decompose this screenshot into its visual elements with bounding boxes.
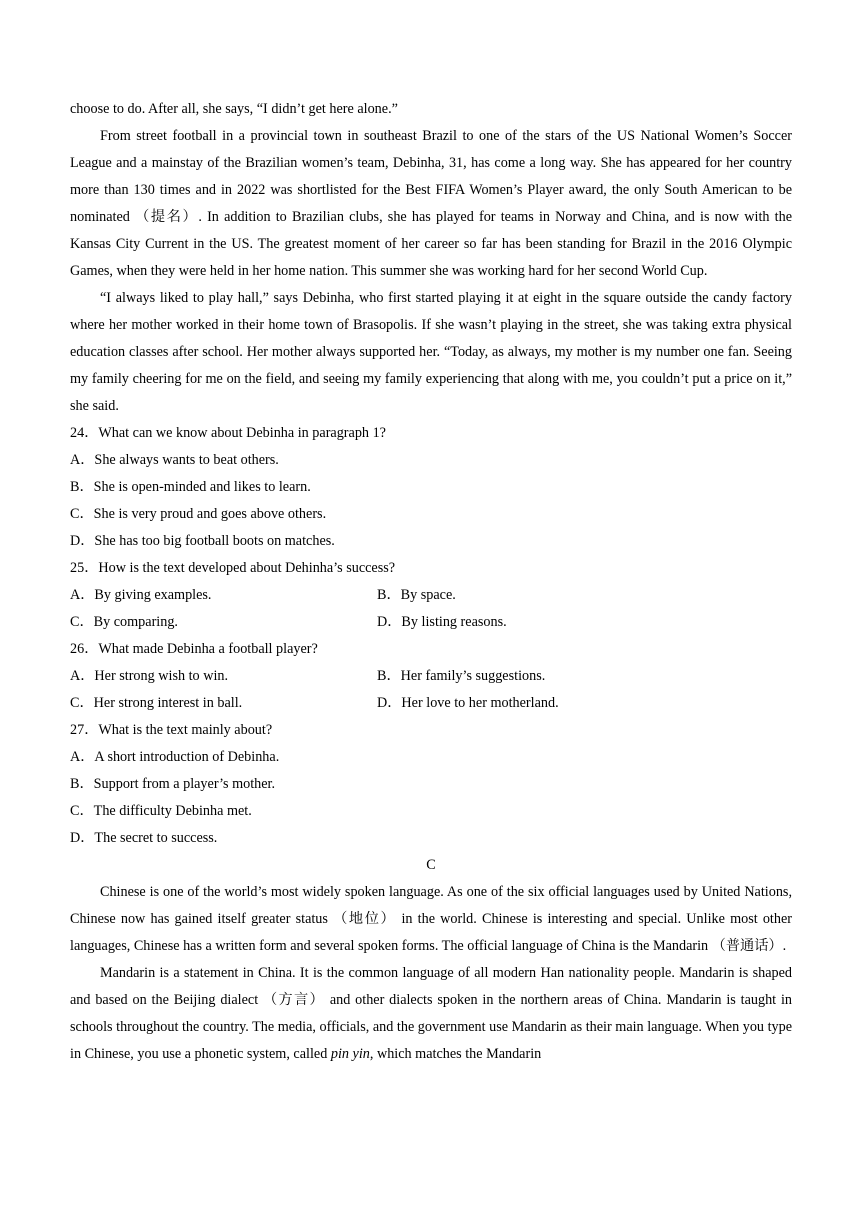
question-27-stem: 27．What is the text mainly about? <box>70 722 273 738</box>
question-24-option-b: B．She is open-minded and likes to learn. <box>70 479 311 495</box>
passage-b-paragraph-2: “I always liked to play hall,” says Debinha, who first started playing it at eight in the square outside the candy factory where her mother worked in their home town of Brasopolis. If she wasn’t playing in the street, she was taking extra physical education classes after school. Her mother always supported her. “Today, as always, my mother is my number one fan. Seeing my family cheering for me on the field, and seeing my family experiencing that along with me, you couldn’t put a price on it,” she said. <box>70 290 792 414</box>
pin-yin-term: pin yin <box>330 1046 370 1062</box>
document-page <box>70 96 792 1068</box>
question-26-option-a: A．Her strong wish to win. <box>70 668 229 684</box>
question-25-option-d: D．By listing reasons. <box>377 614 507 630</box>
question-25-options-row-1 <box>70 582 792 609</box>
question-25-option-c: C．By comparing. <box>70 614 178 630</box>
question-24-option-a: A．She always wants to beat others. <box>70 452 279 468</box>
question-24-option-c: C．She is very proud and goes above others. <box>70 506 327 522</box>
question-24-stem: 24．What can we know about Debinha in paragraph 1? <box>70 425 386 441</box>
paragraph-text-after: , which matches the Mandarin <box>369 1046 542 1062</box>
question-27-option-a: A．A short introduction of Debinha. <box>70 749 280 765</box>
question-26-option-c: C．Her strong interest in ball. <box>70 695 243 711</box>
question-27-option-c: C．The difficulty Debinha met. <box>70 803 252 819</box>
question-25-options-row-2 <box>70 609 792 636</box>
question-26-stem: 26．What made Debinha a football player? <box>70 641 318 657</box>
passage-c-paragraph-2 <box>70 960 792 1068</box>
question-26-options-row-1 <box>70 663 792 690</box>
paragraph-text-before: Mandarin is a statement in China. It is the common language of all modern Han nationality people. Mandarin is shaped and based on the Beijing dialect （方言） and other dialects spoken in the northern areas of China. Mandarin is taught in schools throughout the country. The media, officials, and the government use Mandarin as their main language. When you type in Chinese, you use a phonetic system, called <box>70 965 792 1062</box>
passage-b-paragraph-1: From street football in a provincial town in southeast Brazil to one of the stars of the US National Women’s Soccer League and a mainstay of the Brazilian women’s team, Debinha, 31, has come a long way. She has appeared for her country more than 130 times and in 2022 was shortlisted for the Best FIFA Women’s Player award, the only South American to be nominated （提名）. In addition to Brazilian clubs, she has played for teams in Norway and China, and is now with the Kansas City Current in the US. The greatest moment of her career so far has been standing for Brazil in the 2016 Olympic Games, when they were held in her home nation. This summer she was working hard for her second World Cup. <box>70 128 792 279</box>
question-25-option-b: B．By space. <box>377 587 456 603</box>
question-26-option-d: D．Her love to her motherland. <box>377 695 559 711</box>
passage-b-paragraph-0: choose to do. After all, she says, “I didn’t get here alone.” <box>70 101 398 117</box>
question-26-option-b: B．Her family’s suggestions. <box>377 668 546 684</box>
question-27-option-b: B．Support from a player’s mother. <box>70 776 276 792</box>
passage-c-heading: C <box>426 857 436 873</box>
question-25-option-a: A．By giving examples. <box>70 587 212 603</box>
question-25-stem: 25．How is the text developed about Dehinha’s success? <box>70 560 396 576</box>
question-24-option-d: D．She has too big football boots on matches. <box>70 533 335 549</box>
passage-c-paragraph-1: Chinese is one of the world’s most widely spoken language. As one of the six official languages used by United Nations, Chinese now has gained itself greater status （地位） in the world. Chinese is interesting and special. Unlike most other languages, Chinese has a written form and several spoken forms. The official language of China is the Mandarin （普通话）. <box>70 884 792 954</box>
question-26-options-row-2 <box>70 690 792 717</box>
question-27-option-d: D．The secret to success. <box>70 830 218 846</box>
